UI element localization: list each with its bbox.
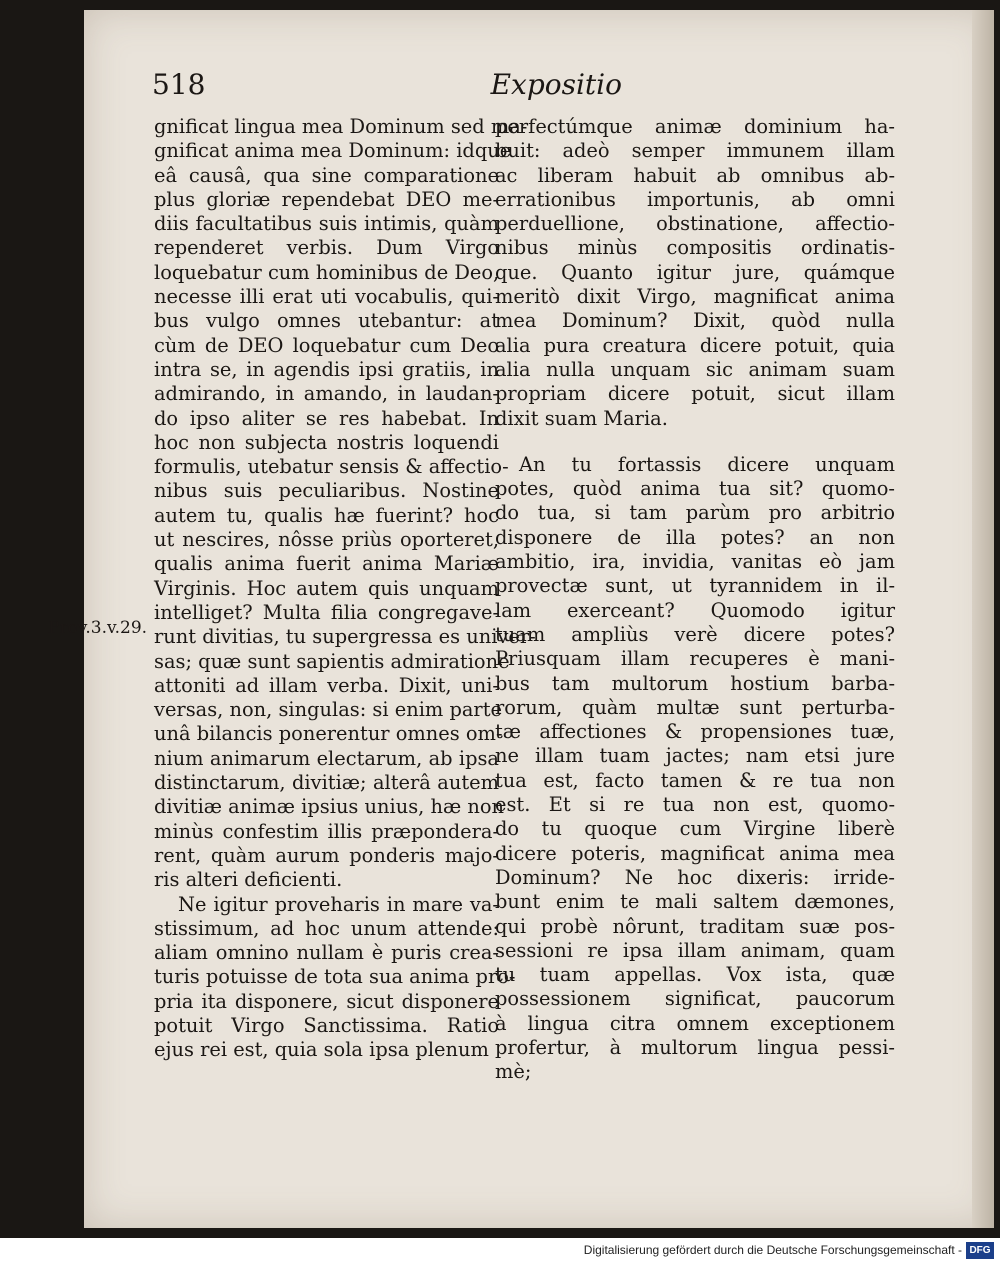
text-line: perfectúmque animæ dominium ha- — [495, 115, 895, 138]
text-line: bunt enim te mali saltem dæmones, — [495, 890, 895, 914]
text-line: unâ bilancis ponerentur omnes om- — [154, 722, 503, 746]
text-line: profertur, à multorum lingua pessi- — [495, 1035, 895, 1059]
footer-credit: Digitalisierung gefördert durch die Deutsche Forschungsgemeinschaft - — [583, 1243, 962, 1257]
text-line: potuit Virgo Sanctissima. Ratio — [154, 1013, 499, 1037]
text-line: que. Quanto igitur jure, quámque — [495, 260, 895, 284]
text-line: ac liberam habuit ab omnibus ab- — [495, 163, 895, 187]
text-line: ejus rei est, quia sola ipsa plenum — [154, 1038, 489, 1062]
text-line: loquebatur cum hominibus de Deo, — [154, 260, 500, 284]
text-line: do tu quoque cum Virgine liberè — [495, 817, 895, 841]
text-line: disponere de illa potes? an non — [495, 525, 895, 549]
text-line: intelliget? Multa filia congregave- — [154, 600, 499, 624]
text-line: diis facultatibus suis intimis, quàm — [154, 212, 499, 236]
text-line: tua est, facto tamen & re tua non — [495, 768, 895, 792]
text-line: cùm de DEO loquebatur cum Deo — [154, 333, 499, 357]
text-line: nium animarum electarum, ab ipsa — [154, 746, 499, 770]
text-line: gnificat lingua mea Dominum sed ma- — [154, 115, 528, 138]
text-line: rorum, quàm multæ sunt perturba- — [495, 695, 895, 719]
text-line: qui probè nôrunt, traditam suæ pos- — [495, 914, 895, 938]
text-line: distinctarum, divitiæ; alterâ autem — [154, 771, 499, 795]
text-line: perduellione, obstinatione, affectio- — [495, 212, 895, 236]
text-line: errationibus importunis, ab omni — [495, 187, 895, 211]
text-line: formulis, utebatur sensis & affectio- — [154, 455, 509, 479]
text-line: Virginis. Hoc autem quis unquam — [154, 576, 499, 600]
paragraph-gap — [495, 431, 895, 453]
text-line: nibus suis peculiaribus. Nostine — [154, 479, 499, 503]
text-line: à lingua citra omnem exceptionem — [495, 1011, 895, 1035]
text-line: possessionem significat, paucorum — [495, 987, 895, 1011]
text-line: lam exerceant? Quomodo igitur — [495, 598, 895, 622]
text-line: plus gloriæ rependebat DEO me- — [154, 187, 499, 211]
text-line: alia pura creatura dicere potuit, quia — [495, 333, 895, 357]
text-line: bus vulgo omnes utebantur: at — [154, 309, 499, 333]
text-line: sessioni re ipsa illam animam, quam — [495, 938, 895, 962]
digitization-footer — [0, 1238, 1000, 1264]
text-line: turis potuisse de tota sua anima pro- — [154, 965, 516, 989]
text-line: gnificat anima mea Dominum: idque — [154, 139, 512, 163]
text-line: buit: adeò semper immunem illam — [495, 139, 895, 163]
running-head: Expositio — [490, 68, 622, 101]
margin-note-reference: Prov.3.v.29. — [48, 618, 148, 638]
text-line: ris alteri deficienti. — [154, 868, 343, 892]
text-line: necesse illi erat uti vocabulis, qui- — [154, 285, 499, 309]
text-line: divitiæ animæ ipsius unius, hæ non — [154, 795, 505, 819]
text-line: Priusquam illam recuperes è mani- — [495, 647, 895, 671]
text-line: admirando, in amando, in laudan- — [154, 382, 499, 406]
text-line: attoniti ad illam verba. Dixit, uni- — [154, 673, 499, 697]
text-line: eâ causâ, qua sine comparatione — [154, 163, 499, 187]
text-line: propriam dicere potuit, sicut illam — [495, 382, 895, 406]
text-line: aliam omnino nullam è puris crea- — [154, 941, 499, 965]
text-line: An tu fortassis dicere unquam — [519, 452, 895, 476]
text-line: provectæ sunt, ut tyrannidem in il- — [495, 574, 895, 598]
text-line: rent, quàm aurum ponderis majo- — [154, 843, 499, 867]
text-line: tuam ampliùs verè dicere potes? — [495, 622, 895, 646]
text-line: meritò dixit Virgo, magnificat anima — [495, 285, 895, 309]
text-line: Ne igitur proveharis in mare va- — [178, 892, 499, 916]
text-line: pria ita disponere, sicut disponere — [154, 989, 499, 1013]
text-line: tu tuam appellas. Vox ista, quæ — [495, 963, 895, 987]
text-line: minùs confestim illis præpondera- — [154, 819, 499, 843]
dfg-logo: DFG — [966, 1242, 994, 1259]
text-line: rependeret verbis. Dum Virgo — [154, 236, 499, 260]
text-line: bus tam multorum hostium barba- — [495, 671, 895, 695]
left-text-column — [154, 115, 536, 1063]
text-line: ut nescires, nôsse priùs oporteret, — [154, 528, 499, 552]
text-line: mea Dominum? Dixit, quòd nulla — [495, 309, 895, 333]
right-text-column — [495, 115, 895, 1085]
text-line: est. Et si re tua non est, quomo- — [495, 793, 895, 817]
page-header — [152, 68, 622, 108]
page-number: 518 — [152, 68, 206, 101]
text-line: potes, quòd anima tua sit? quomo- — [495, 477, 895, 501]
text-line: versas, non, singulas: si enim parte — [154, 698, 502, 722]
text-line: dicere poteris, magnificat anima mea — [495, 841, 895, 865]
text-line: runt divitias, tu supergressa es univer- — [154, 625, 536, 649]
text-line: stissimum, ad hoc unum attende: — [154, 916, 499, 940]
text-line: ambitio, ira, invidia, vanitas eò jam — [495, 550, 895, 574]
text-line: do tua, si tam parùm pro arbitrio — [495, 501, 895, 525]
page-edge — [972, 10, 994, 1228]
text-line: hoc non subjecta nostris loquendi — [154, 430, 499, 454]
text-line: nibus minùs compositis ordinatis- — [495, 236, 895, 260]
text-line: do ipso aliter se res habebat. In — [154, 406, 499, 430]
text-line: mè; — [495, 1060, 532, 1084]
text-line: dixit suam Maria. — [495, 406, 668, 430]
text-line: ne illam tuam jactes; nam etsi jure — [495, 744, 895, 768]
text-line: Dominum? Ne hoc dixeris: irride- — [495, 865, 895, 889]
text-line: sas; quæ sunt sapientis admiratione — [154, 649, 510, 673]
text-line: alia nulla unquam sic animam suam — [495, 357, 895, 381]
text-line: qualis anima fuerit anima Mariæ — [154, 552, 499, 576]
text-line: intra se, in agendis ipsi gratiis, in — [154, 357, 499, 381]
text-line: tæ affectiones & propensiones tuæ, — [495, 720, 895, 744]
text-line: autem tu, qualis hæ fuerint? hoc — [154, 503, 499, 527]
